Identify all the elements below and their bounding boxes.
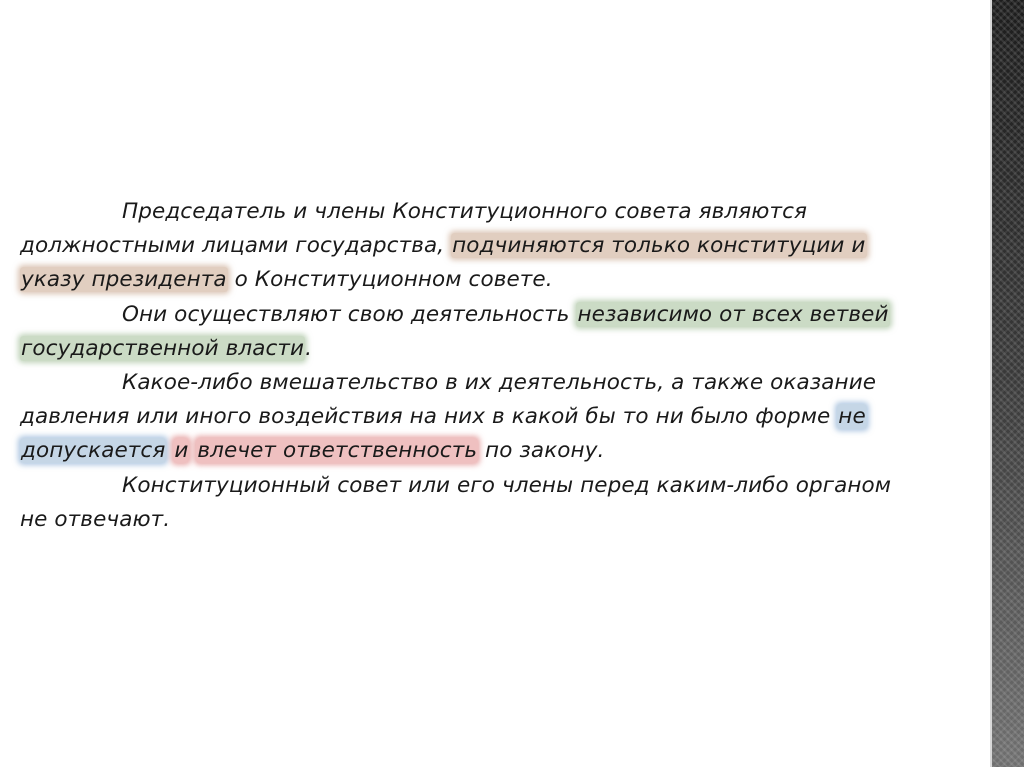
highlight-and: и (174, 438, 189, 464)
paragraph-4-text: Конституционный совет или его члены перед каким-либо органом не отвечают. (20, 472, 892, 532)
highlight-not-allowed: не допускается (21, 404, 866, 464)
paragraph-1-text: Председатель и члены Конституционного совета являются должностными лицами государства, (20, 199, 808, 259)
highlight-liability: влечет ответственность (197, 438, 478, 464)
paragraph-4 (20, 469, 920, 537)
paragraph-1 (20, 195, 920, 298)
slide-text (20, 195, 920, 537)
carbon-edge-strip (992, 0, 1024, 767)
paragraph-1-end: о Конституционном совете. (227, 267, 553, 293)
paragraph-3 (20, 366, 920, 469)
paragraph-2 (20, 298, 920, 366)
paragraph-2-text: Они осуществляют свою деятельность (122, 301, 577, 327)
paragraph-3-end: по закону. (478, 438, 605, 464)
paragraph-2-end: . (305, 335, 313, 361)
highlight-subordination: подчиняются только конституции и указу президента (21, 233, 866, 293)
paragraph-3-text: Какое-либо вмешательство в их деятельность, а также оказание давления или иного воздействия на них в какой бы то ни было форме (20, 370, 877, 430)
highlight-independence: независимо от всех ветвей государственной власти (21, 301, 889, 361)
